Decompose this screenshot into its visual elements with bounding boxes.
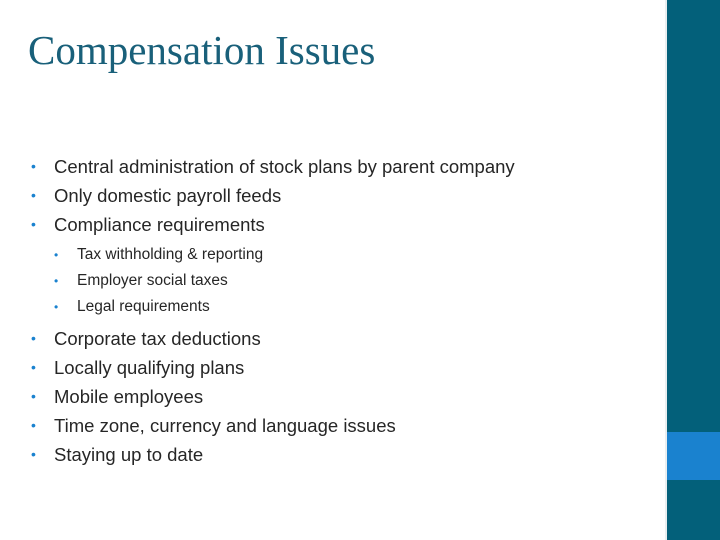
bullet-text: Locally qualifying plans	[54, 357, 245, 378]
bullet-item	[30, 181, 660, 210]
bullet-dot-icon: •	[54, 300, 59, 314]
bullet-text: Staying up to date	[54, 444, 204, 465]
bullet-dot-icon: •	[31, 359, 36, 375]
bullet-list	[30, 152, 660, 239]
bullet-item	[30, 411, 660, 440]
bullet-dot-icon: •	[31, 417, 36, 433]
sub-bullet-item	[53, 294, 660, 320]
sub-bullet-text: Tax withholding & reporting	[77, 246, 264, 263]
sub-bullet-text: Legal requirements	[77, 298, 210, 315]
bullet-text: Only domestic payroll feeds	[54, 185, 282, 206]
bullet-text: Central administration of stock plans by parent company	[54, 156, 515, 177]
bullet-dot-icon: •	[31, 187, 36, 203]
bullet-item	[30, 324, 660, 353]
sidebar-accent-block	[667, 432, 720, 480]
bullet-text: Time zone, currency and language issues	[54, 415, 396, 436]
bullet-dot-icon: •	[31, 446, 36, 462]
bullet-item	[30, 210, 660, 239]
sub-bullet-text: Employer social taxes	[77, 272, 228, 289]
bullet-dot-icon: •	[31, 158, 36, 174]
bullet-list	[30, 324, 660, 469]
bullet-item	[30, 353, 660, 382]
slide-body	[30, 152, 660, 469]
bullet-dot-icon: •	[54, 274, 59, 288]
sub-bullet-item	[53, 242, 660, 268]
sub-bullet-item	[53, 268, 660, 294]
bullet-dot-icon: •	[54, 248, 59, 262]
bullet-item	[30, 382, 660, 411]
bullet-item	[30, 440, 660, 469]
slide-title: Compensation Issues	[28, 27, 376, 73]
bullet-dot-icon: •	[31, 216, 36, 232]
bullet-text: Corporate tax deductions	[54, 328, 261, 349]
bullet-dot-icon: •	[31, 388, 36, 404]
bullet-dot-icon: •	[31, 330, 36, 346]
bullet-item	[30, 152, 660, 181]
sub-bullet-list	[30, 242, 660, 320]
bullet-text: Mobile employees	[54, 386, 204, 407]
decorative-sidebar	[665, 0, 720, 540]
bullet-text: Compliance requirements	[54, 214, 265, 235]
